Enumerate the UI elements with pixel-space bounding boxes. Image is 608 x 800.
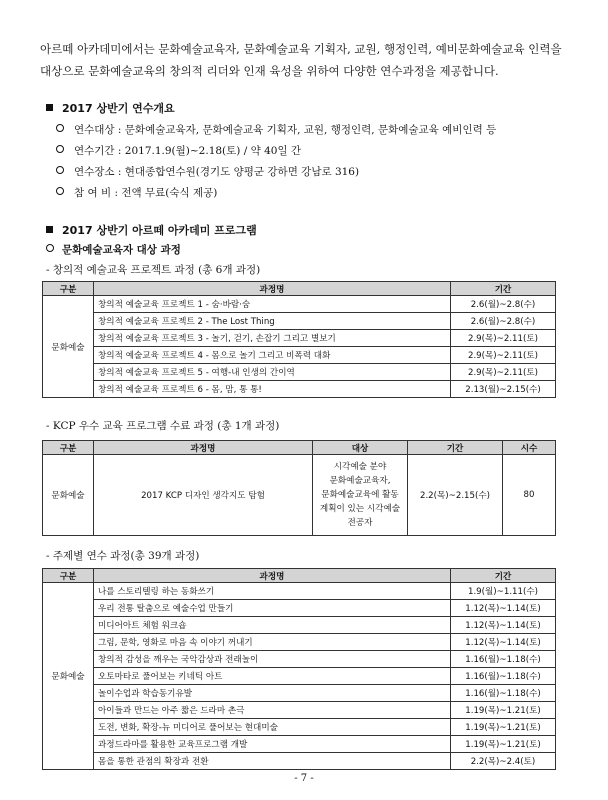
col-header: 과정명	[94, 282, 451, 296]
circle-bullet-icon	[56, 124, 64, 132]
table-row	[43, 685, 556, 702]
course-period: 1.12(목)~1.14(토)	[451, 600, 556, 617]
circle-bullet-icon	[46, 244, 54, 252]
col-header: 기간	[408, 441, 503, 455]
table-row	[43, 753, 556, 770]
course-period: 2.9(목)~2.11(토)	[451, 347, 556, 364]
table-row	[43, 617, 556, 634]
circle-bullet-icon	[56, 187, 64, 195]
course-period: 1.19(목)~1.21(토)	[451, 736, 556, 753]
kcp-program-table	[42, 440, 556, 536]
course-period: 1.12(목)~1.14(토)	[451, 617, 556, 634]
course-name: 창의적 예술교육 프로젝트 6 - 몸, 맘, 통 통!	[94, 381, 451, 398]
course-period: 1.12(목)~1.14(토)	[451, 634, 556, 651]
course-name: 놀이수업과 학습동기유발	[94, 685, 451, 702]
course-period: 2.6(월)~2.8(수)	[451, 296, 556, 313]
table-row	[43, 668, 556, 685]
table-row	[43, 634, 556, 651]
square-bullet-icon	[46, 104, 53, 111]
course-name: 창의적 예술교육 프로젝트 2 - The Lost Thing	[94, 313, 451, 330]
table-row	[43, 455, 556, 536]
course-period: 2.6(월)~2.8(수)	[451, 313, 556, 330]
creative-project-table	[42, 281, 556, 398]
table-row	[43, 347, 556, 364]
table-row	[43, 330, 556, 347]
page-number: - 7 -	[294, 773, 314, 784]
course-name: 나를 스토리텔링 하는 동화쓰기	[94, 583, 451, 600]
overview-item: 연수기간 : 2017.1.9(월)~2.18(토) / 약 40일 간	[56, 143, 301, 158]
course-period: 1.16(월)~1.18(수)	[451, 651, 556, 668]
table-row	[43, 381, 556, 398]
course-name: 창의적 예술교육 프로젝트 4 - 몸으로 놀기 그리고 비폭력 대화	[94, 347, 451, 364]
course-period: 1.9(월)~1.11(수)	[451, 583, 556, 600]
course-period: 2.9(목)~2.11(토)	[451, 364, 556, 381]
course-name: 몸을 통한 관점의 확장과 전환	[94, 753, 451, 770]
overview-item: 연수장소 : 현대종합연수원(경기도 양평군 강하면 강남로 316)	[56, 164, 359, 179]
course-name: 창의적 예술교육 프로젝트 1 - 숨·바람·숨	[94, 296, 451, 313]
group-cell: 문화예술	[43, 583, 94, 770]
course-name: 미디어아트 체험 워크숍	[94, 617, 451, 634]
overview-heading: 2017 상반기 연수개요	[46, 100, 175, 116]
col-header: 과정명	[94, 441, 313, 455]
col-header: 구분	[43, 441, 94, 455]
course-name: 창의적 예술교육 프로젝트 5 - 여행-내 인생의 간이역	[94, 364, 451, 381]
col-header: 구분	[43, 569, 94, 583]
program-heading: 2017 상반기 아르떼 아카데미 프로그램	[46, 222, 257, 238]
course-name: 아이들과 만드는 아주 짧은 드라마 촌극	[94, 702, 451, 719]
group-cell: 문화예술	[43, 455, 94, 536]
overview-item: 연수대상 : 문화예술교육자, 문화예술교육 기획자, 교원, 행정인력, 문화예술교육 예비인력 등	[56, 122, 496, 137]
table-row	[43, 600, 556, 617]
course-period: 1.16(월)~1.18(수)	[451, 685, 556, 702]
course-name: 과정드라마를 활용한 교육프로그램 개발	[94, 736, 451, 753]
table-row	[43, 736, 556, 753]
table2-caption: - KCP 우수 교육 프로그램 수료 과정 (총 1개 과정)	[46, 420, 280, 432]
circle-bullet-icon	[56, 166, 64, 174]
course-name: 오토마타로 풀어보는 키네틱 아트	[94, 668, 451, 685]
course-period: 1.16(월)~1.18(수)	[451, 668, 556, 685]
program-subheading: 문화예술교육자 대상 과정	[46, 242, 181, 257]
course-name: 그림, 문학, 영화로 마음 속 이야기 꺼내기	[94, 634, 451, 651]
course-period: 2.13(월)~2.15(수)	[451, 381, 556, 398]
group-cell: 문화예술	[43, 296, 94, 398]
course-name: 2017 KCP 디자인 생각지도 탐험	[94, 455, 313, 536]
course-period: 2.9(목)~2.11(토)	[451, 330, 556, 347]
course-period: 1.19(목)~1.21(토)	[451, 702, 556, 719]
table1-caption: - 창의적 예술교육 프로젝트 과정 (총 6개 과정)	[46, 264, 261, 276]
course-hours: 80	[503, 455, 556, 536]
col-header: 과정명	[94, 569, 451, 583]
table-row	[43, 583, 556, 600]
col-header: 기간	[451, 569, 556, 583]
table-row	[43, 364, 556, 381]
table-row	[43, 719, 556, 736]
col-header: 대상	[313, 441, 408, 455]
course-name: 창의적 예술교육 프로젝트 3 - 놀기, 걷기, 손잡기 그리고 별보기	[94, 330, 451, 347]
course-name: 우리 전통 탈춤으로 예술수업 만들기	[94, 600, 451, 617]
intro-paragraph: 아르떼 아카데미에서는 문화예술교육자, 문화예술교육 기획자, 교원, 행정인력, 예비문화예술교육 인력을 대상으로 문화예술교육의 창의적 리더와 인재 육성을 위하여 다양한 연수과정을 제공합니다.	[40, 42, 562, 78]
col-header: 구분	[43, 282, 94, 296]
circle-bullet-icon	[56, 145, 64, 153]
course-name: 창의적 감성을 깨우는 국악감상과 전래놀이	[94, 651, 451, 668]
course-period: 2.2(목)~2.15(수)	[408, 455, 503, 536]
topic-course-table	[42, 568, 556, 770]
table-row	[43, 702, 556, 719]
course-period: 2.2(목)~2.4(토)	[451, 753, 556, 770]
table3-caption: - 주제별 연수 과정(총 39개 과정)	[46, 550, 200, 562]
course-target: 시각예술 분야 문화예술교육자, 문화예술교육에 활동 계획이 있는 시각예술 전공자	[313, 455, 408, 536]
table-row	[43, 296, 556, 313]
table-row	[43, 313, 556, 330]
col-header: 시수	[503, 441, 556, 455]
table-row	[43, 651, 556, 668]
square-bullet-icon	[46, 226, 53, 233]
col-header: 기간	[451, 282, 556, 296]
course-name: 도전, 변화, 확장-뉴 미디어로 풀어보는 현대미술	[94, 719, 451, 736]
overview-item: 참 여 비 : 전액 무료(숙식 제공)	[56, 185, 217, 200]
course-period: 1.19(목)~1.21(토)	[451, 719, 556, 736]
